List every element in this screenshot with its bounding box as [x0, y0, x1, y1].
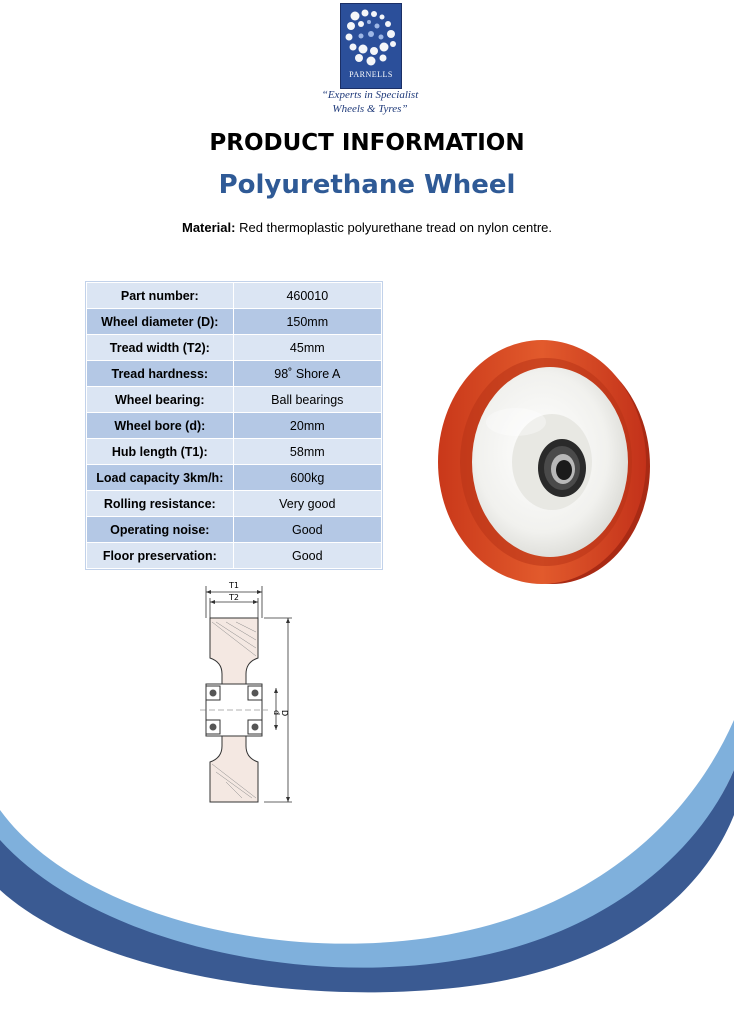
- logo-brand-name: PARNELLS: [349, 70, 393, 79]
- t2-label: T2: [229, 593, 239, 602]
- material-line: [0, 220, 734, 235]
- spec-label: Operating noise:: [87, 517, 234, 543]
- table-row: [87, 387, 382, 413]
- table-row: [87, 283, 382, 309]
- diameter-d-label: D: [280, 710, 289, 717]
- spec-value: 460010: [233, 283, 381, 309]
- material-label: Material:: [182, 220, 236, 235]
- table-row: [87, 309, 382, 335]
- table-row: [87, 543, 382, 569]
- spec-label: Wheel bearing:: [87, 387, 234, 413]
- wheel-photo: [420, 336, 656, 588]
- spec-label: Wheel bore (d):: [87, 413, 234, 439]
- spec-value: 98˚ Shore A: [233, 361, 381, 387]
- spec-label: Hub length (T1):: [87, 439, 234, 465]
- table-row: [87, 413, 382, 439]
- spec-label: Part number:: [87, 283, 234, 309]
- spec-value: Very good: [233, 491, 381, 517]
- spec-label: Floor preservation:: [87, 543, 234, 569]
- spec-value: 20mm: [233, 413, 381, 439]
- decorative-swoosh: [0, 700, 734, 1024]
- product-name: Polyurethane Wheel: [218, 170, 516, 200]
- spec-value: Ball bearings: [233, 387, 381, 413]
- table-row: [87, 439, 382, 465]
- material-text: Red thermoplastic polyurethane tread on nylon centre.: [235, 220, 552, 235]
- spec-value: Good: [233, 543, 381, 569]
- tagline-line-1: “Experts in Specialist: [321, 89, 419, 101]
- spec-label: Rolling resistance:: [87, 491, 234, 517]
- table-row: [87, 335, 382, 361]
- table-row: [87, 361, 382, 387]
- spec-label: Load capacity 3km/h:: [87, 465, 234, 491]
- tagline-line-2: Wheels & Tyres”: [332, 103, 408, 115]
- spec-label: Wheel diameter (D):: [87, 309, 234, 335]
- spec-label: Tread hardness:: [87, 361, 234, 387]
- t1-label: T1: [229, 581, 239, 590]
- table-row: [87, 491, 382, 517]
- bore-d-label: d: [272, 710, 281, 716]
- spec-value: 45mm: [233, 335, 381, 361]
- spec-value: 58mm: [233, 439, 381, 465]
- spec-value: 600kg: [233, 465, 381, 491]
- table-row: [87, 517, 382, 543]
- logo-tagline: [270, 88, 470, 116]
- table-row: [87, 465, 382, 491]
- spec-value: Good: [233, 517, 381, 543]
- spec-value: 150mm: [233, 309, 381, 335]
- page-title: PRODUCT INFORMATION: [209, 130, 525, 156]
- spec-label: Tread width (T2):: [87, 335, 234, 361]
- parnells-logo: [340, 3, 402, 89]
- spec-table: [86, 282, 382, 569]
